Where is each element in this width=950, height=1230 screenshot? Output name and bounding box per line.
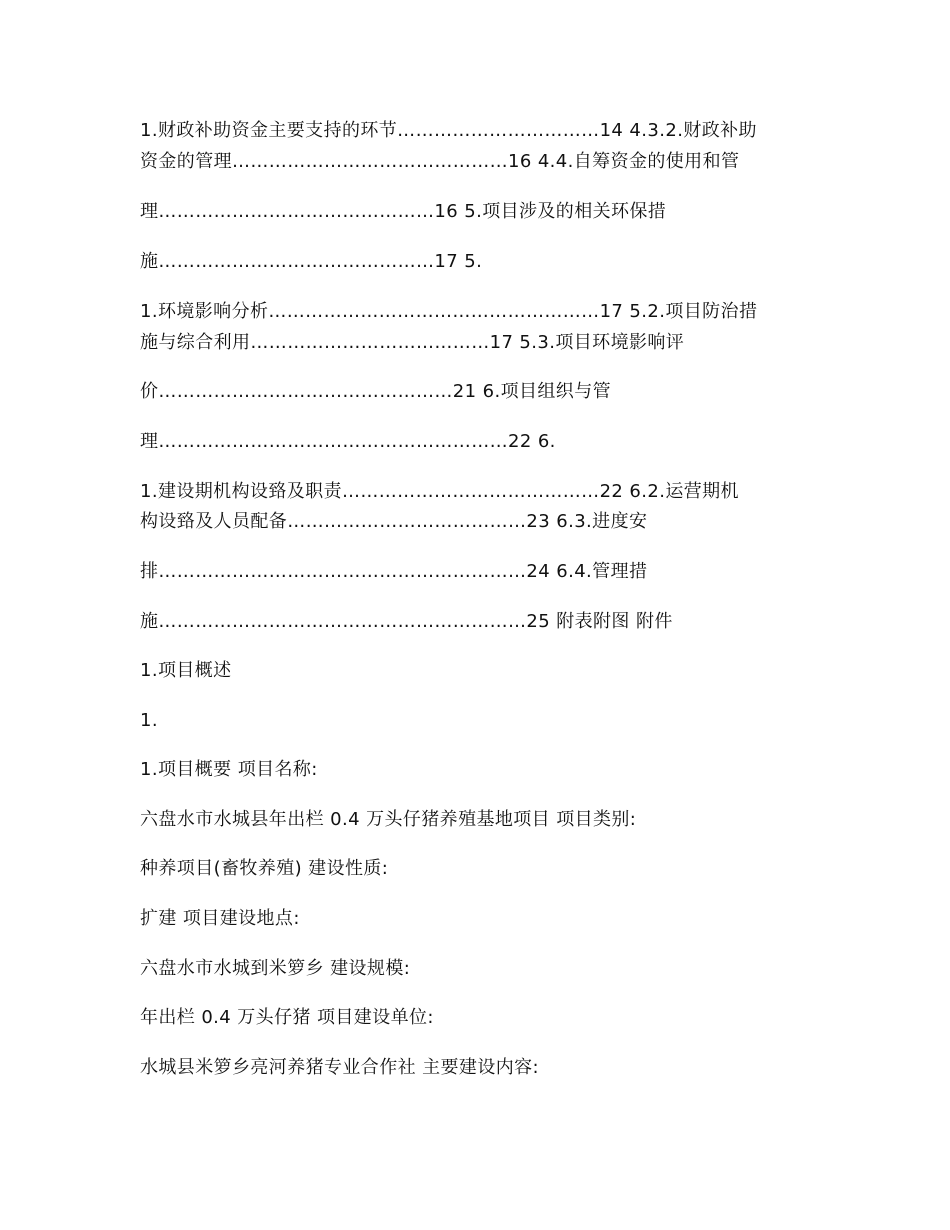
body-line: 水城县米箩乡亮河养猪专业合作社 主要建设内容: — [140, 1057, 539, 1078]
toc-line: 1.建设期机构设臵及职责……………………………………22 6.2.运营期机 — [140, 481, 739, 502]
toc-line: 理…………………………………………………22 6. — [140, 431, 556, 452]
toc-line: 施……………………………………………………25 附表附图 附件 — [140, 611, 673, 632]
toc-line: 1.环境影响分析………………………………………………17 5.2.项目防治措 — [140, 301, 758, 322]
body-line: 种养项目(畜牧养殖) 建设性质: — [140, 858, 389, 879]
toc-line: 施………………………………………17 5. — [140, 251, 483, 272]
section-heading: 1.项目概述 — [140, 660, 232, 681]
toc-line: 排……………………………………………………24 6.4.管理措 — [140, 561, 648, 582]
body-line: 六盘水市水城县年出栏 0.4 万头仔猪养殖基地项目 项目类别: — [140, 809, 637, 830]
toc-line: 构设臵及人员配备…………………………………23 6.3.进度安 — [140, 511, 648, 532]
toc-line: 资金的管理………………………………………16 4.4.自筹资金的使用和管 — [140, 151, 740, 172]
section-number: 1. — [140, 710, 158, 731]
body-line: 1.项目概要 项目名称: — [140, 759, 318, 780]
body-line: 六盘水市水城到米箩乡 建设规模: — [140, 958, 411, 979]
body-line: 年出栏 0.4 万头仔猪 项目建设单位: — [140, 1007, 434, 1028]
toc-line: 价…………………………………………21 6.项目组织与管 — [140, 381, 611, 402]
toc-line: 施与综合利用…………………………………17 5.3.项目环境影响评 — [140, 332, 685, 353]
body-line: 扩建 项目建设地点: — [140, 908, 300, 929]
toc-line: 1.财政补助资金主要支持的环节……………………………14 4.3.2.财政补助 — [140, 120, 757, 141]
toc-line: 理………………………………………16 5.项目涉及的相关环保措 — [140, 201, 667, 222]
